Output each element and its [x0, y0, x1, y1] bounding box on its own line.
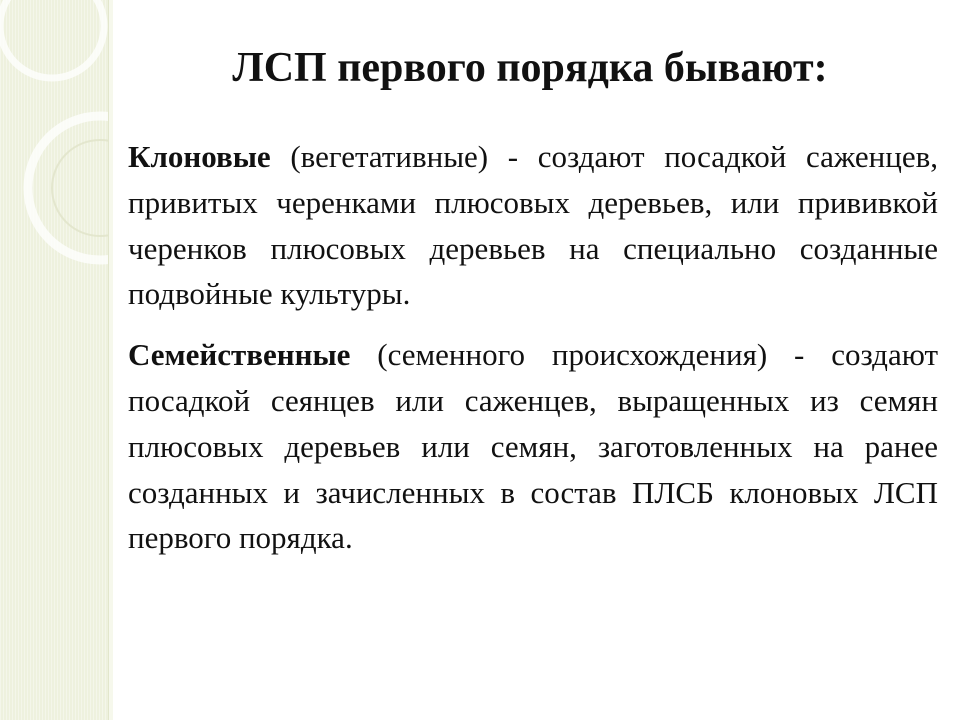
paragraph-clonal [128, 134, 938, 317]
slide-body [128, 134, 938, 561]
term-family: Семейственные [128, 337, 351, 373]
term-clonal: Клоновые [128, 139, 271, 174]
decorative-side-band [0, 0, 108, 720]
paragraph-clonal-text: (вегетативные) - создают посадкой саженцев, привитых черенками плюсовых деревьев, или прививкой черенков плюсовых деревьев на специально созданные подвойные культуры. [128, 139, 938, 312]
paragraph-family-text: (семенного происхождения) - создают посадкой сеянцев или саженцев, выращенных из семян плюсовых деревьев или семян, заготовленных на ранее созданных и зачисленных в состав ПЛСБ клоновых ЛСП первого порядка. [128, 337, 938, 556]
slide-title: ЛСП первого порядка бывают: [232, 45, 828, 91]
decorative-rings-icon [0, 0, 108, 300]
side-band-edge [108, 0, 113, 720]
paragraph-family [128, 332, 938, 561]
